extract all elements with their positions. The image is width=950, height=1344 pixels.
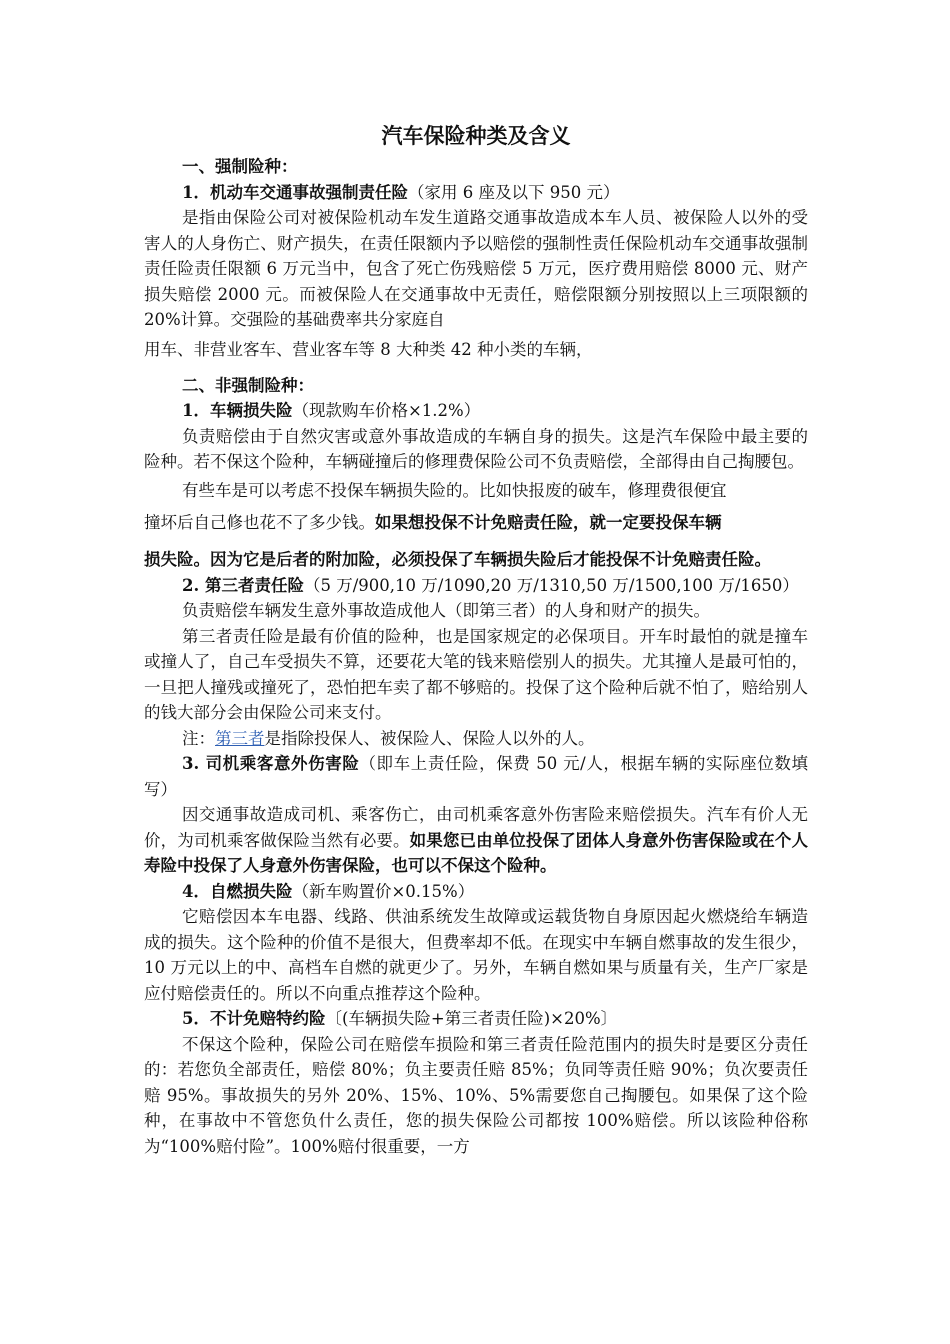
item-title: 2. 第三者责任险 (182, 575, 304, 595)
paragraph-deductible-waiver: 不保这个险种，保险公司在赔偿车损险和第三者责任险范围内的损失时是要区分责任的：若您负全部责任，赔偿 80%；负主要责任赔 85%；负同等责任赔 90%；负次要责任赔 95%。事故损失的另外 20%、15%、10%、5%需要您自己掏腰包。如果保了这个险种，在事故中不管您负什么责任，您的损失保险公司都按 100%赔偿。所以该险种俗称为“100%赔付险”。100%赔付很重要，一方 (144, 1034, 808, 1156)
item-title: 1．车辆损失险 (182, 401, 293, 420)
paragraph-spontaneous-combustion: 它赔偿因本车电器、线路、供油系统发生故障或运载货物自身原因起火燃烧给车辆造成的损失。这个险种的价值不是很大，但费率却不低。在现实中车辆自燃事故的发生很少，10 万元以上的中、高档车自燃的就更少了。另外，车辆自燃如果与质量有关，生产厂家是应付赔偿责任的。所以不向重点推荐这个险种。 (144, 907, 808, 1003)
paragraph-vehicle-damage-2b (144, 506, 808, 540)
third-party-link[interactable]: 第三者 (215, 728, 265, 748)
paragraph-compulsory: 是指由保险公司对被保险机动车发生道路交通事故造成本车人员、被保险人以外的受害人的人身伤亡、财产损失，在责任限额内予以赔偿的强制性责任保险机动车交通事故强制责任险责任限额 6 万元当中，包含了死亡伤残赔偿 5 万元，医疗费用赔偿 8000 元、财产损失赔偿 2000 元。而被保险人在交通事故中无责任，赔偿限额分别按照以上三项限额的 20%计算。交强险的基础费率共分家庭自 (144, 208, 808, 329)
item-title: 4．自燃损失险 (182, 881, 293, 901)
note-text: 是指除投保人、被保险人、保险人以外的人。 (264, 728, 595, 748)
paragraph-third-party-note (144, 726, 808, 752)
item-heading-compulsory (144, 180, 808, 206)
item-heading-vehicle-damage (144, 398, 808, 424)
item-note: （家用 6 座及以下 950 元） (407, 182, 620, 202)
item-title: 5．不计免赔特约险 (182, 1009, 326, 1028)
paragraph-compulsory-cont: 用车、非营业客车、营业客车等 8 大种类 42 种小类的车辆， (144, 339, 593, 359)
item-title: 3. 司机乘客意外伤害险 (182, 754, 360, 773)
item-title: 1．机动车交通事故强制责任险 (182, 182, 408, 202)
paragraph-third-party-1: 负责赔偿车辆发生意外事故造成他人（即第三者）的人身和财产的损失。 (182, 601, 710, 620)
emphasis-text: 如果想投保不计免赔责任险，就一定要投保车辆 (375, 512, 722, 532)
paragraph-third-party-2: 第三者责任险是最有价值的险种，也是国家规定的必保项目。开车时最怕的就是撞车或撞人了，自己车受损失不算，还要花大笔的钱来赔偿别人的损失。尤其撞人是最可怕的，一旦把人撞残或撞死了，恐怕把车卖了都不够赔的。投保了这个险种后就不怕了，赔给别人的钱大部分会由保险公司来支付。 (144, 626, 808, 722)
item-heading-deductible-waiver (144, 1006, 808, 1032)
item-note: （现款购车价格×1.2%） (292, 401, 481, 420)
paragraph-vehicle-damage: 负责赔偿由于自然灾害或意外事故造成的车辆自身的损失。这是汽车保险中最主要的险种。若不保这个险种，车辆碰撞后的修理费保险公司不负责赔偿，全部得由自己掏腰包。 (144, 426, 808, 471)
text: 因交通事故造成司机、乘客伤亡，由司机乘客意外伤害险来赔偿损失。汽车有价人无价，为司机乘客做保险当然有必要。 (144, 805, 808, 850)
paragraph-passenger (144, 802, 808, 879)
paragraph-vehicle-damage-2a: 有些车是可以考虑不投保车辆损失险的。比如快报废的破车，修理费很便宜 (182, 480, 727, 500)
section-heading-mandatory: 一、强制险种： (182, 157, 298, 176)
item-heading-spontaneous-combustion (144, 879, 808, 905)
item-heading-third-party (144, 573, 808, 599)
item-heading-passenger (144, 751, 808, 802)
emphasis-text: 如果您已由单位投保了团体人身意外伤害保险或在个人寿险中投保了人身意外伤害保险，也可以不保这个险种。 (144, 830, 809, 875)
note-prefix: 注： (182, 728, 215, 748)
text: 撞坏后自己修也花不了多少钱。 (144, 512, 375, 532)
item-note: （5 万/900,10 万/1090,20 万/1310,50 万/1500,100 万/1650） (303, 575, 799, 595)
page-title: 汽车保险种类及含义 (381, 123, 571, 148)
section-heading-optional: 二、非强制险种： (182, 375, 314, 395)
document-page (144, 118, 808, 1159)
paragraph-vehicle-damage-2c: 损失险。因为它是后者的附加险，必须投保了车辆损失险后才能投保不计免赔责任险。 (144, 549, 771, 569)
item-note: （即车上责任险，保费 50 元/人，根据车辆的实际座位数填写） (144, 754, 808, 799)
item-note: （新车购置价×0.15%） (292, 881, 475, 901)
item-note: 〔(车辆损失险+第三者责任险)×20%〕 (325, 1009, 618, 1028)
